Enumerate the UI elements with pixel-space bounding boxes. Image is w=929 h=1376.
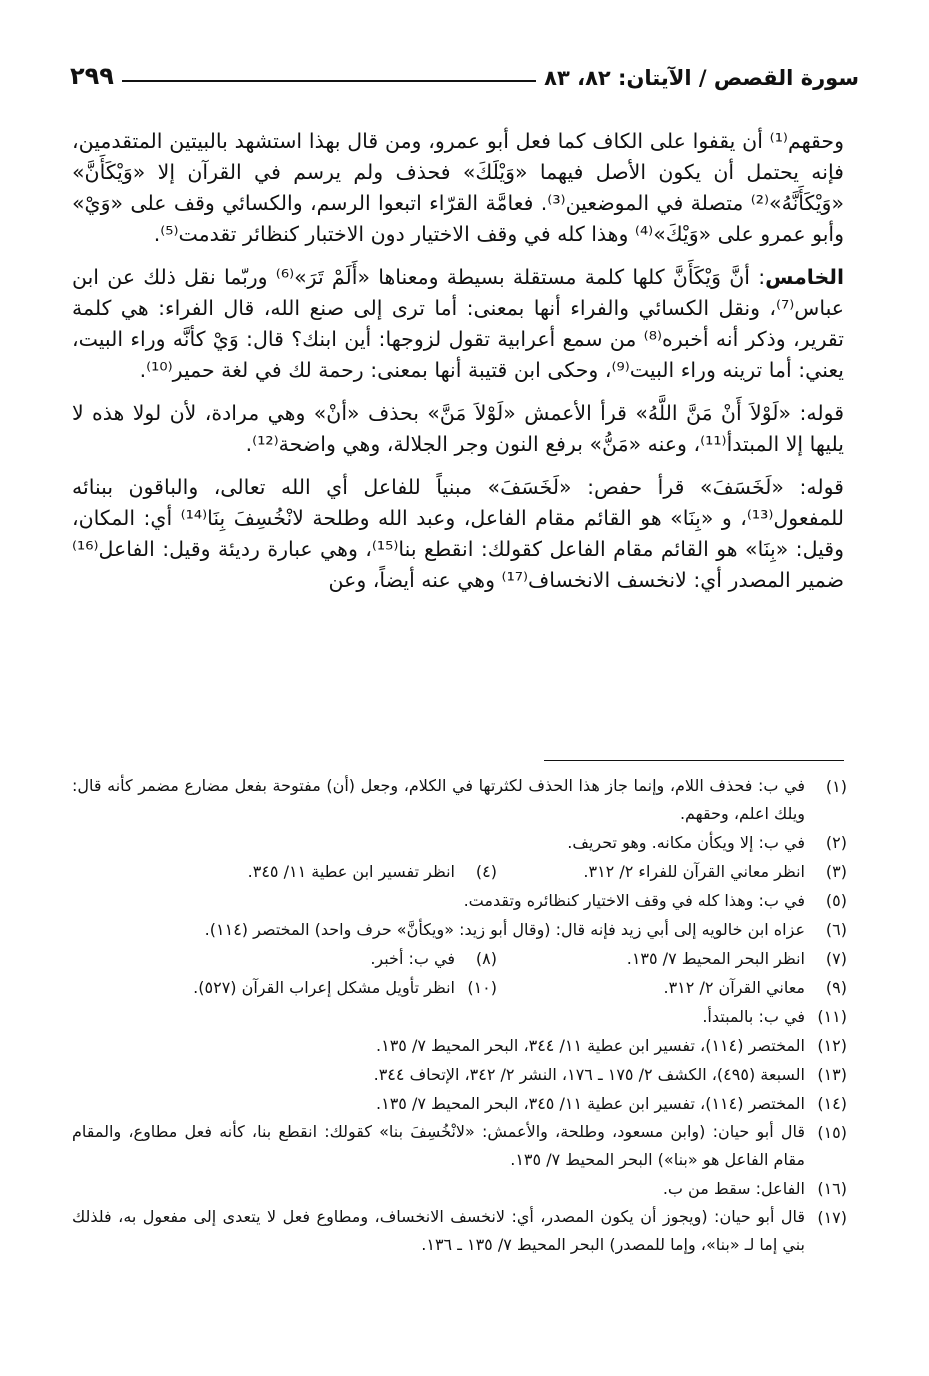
- footnote-text: في ب: إلا ويكأن مكانه. وهو تحريف.: [567, 833, 805, 852]
- footnote-8: [370, 944, 497, 973]
- paragraph-4: قوله: «لَخَسَفَ» قرأ حفص: «لَخَسَفَ» مبنياً للفاعل أي الله تعالى، والباقون ببنائه للمفعول⁽¹³⁾، و «بِنَا» هو القائم مقام الفاعل، وعبد الله وطلحة لانْخُسِفَ بِنَا⁽¹⁴⁾ أي: المكان، وقيل: «بِنَا» هو القائم مقام الفاعل كقولك: انقطع بنا⁽¹⁵⁾، وهي عبارة رديئة وقيل: الفاعل⁽¹⁶⁾ ضمير المصدر أي: لانخسف الانخساف⁽¹⁷⁾ وهي عنه أيضاً، وعن: [72, 475, 844, 592]
- footnote-12: [72, 1031, 847, 1060]
- footnote-number: (١٦): [817, 1179, 847, 1198]
- footnote-text: الفاعل: سقط من ب.: [662, 1179, 805, 1198]
- footnote-text: قال أبو حيان: (وابن مسعود، وطلحة، والأعمش: «لانْخُسِفَ بنا» كقولك: انقطع بنا، كأنه فعل مطاوع، والمقام مقام الفاعل هو «بنا») البحر المحيط ٧/ ١٣٥.: [72, 1122, 805, 1169]
- footnote-text: في ب: وهذا كله في وقف الاختيار كنظائره وتقدمت.: [463, 891, 805, 910]
- footnote-2: [72, 828, 847, 857]
- footnote-14: [72, 1089, 847, 1118]
- footnote-number: (١٧): [817, 1208, 847, 1227]
- footnote-text: المختصر (١١٤)، تفسير ابن عطية ١١/ ٣٤٤، البحر المحيط ٧/ ١٣٥.: [376, 1036, 805, 1055]
- footnote-number: (٥): [825, 891, 847, 910]
- footnote-number: (١٥): [817, 1123, 847, 1142]
- footnote-7: [497, 944, 847, 973]
- footnote-number: (١١): [817, 1007, 847, 1026]
- footnote-text: انظر معاني القرآن للفراء ٢/ ٣١٢.: [583, 862, 805, 881]
- footnote-row-7-8: [72, 944, 847, 973]
- footnote-9: [497, 973, 847, 1002]
- footnote-17: [72, 1203, 847, 1259]
- footnote-text: انظر تأويل مشكل إعراب القرآن (٥٢٧).: [193, 978, 455, 997]
- footnote-number: (٢): [825, 833, 847, 852]
- paragraph-2-text: : أنَّ وَيْكَأَنَّ كلها كلمة مستقلة بسيطة ومعناها «أَلَمْ تَرَ»⁽⁶⁾ وربّما نقل ذلك عن ابن عباس⁽⁷⁾، ونقل الكسائي والفراء أنها بمعنى: أما ترى إلى صنع الله، قال الفراء: هي كلمة تقرير، وذكر أنه أخبره⁽⁸⁾ من سمع أعرابية تقول لزوجها: أين ابنك؟ قال: وَيْ كأنَّه وراء البيت، يعني: أما ترينه وراء البيت⁽⁹⁾، وحكى ابن قتيبة أنها بمعنى: رحمة لك في لغة حمير⁽¹⁰⁾.: [72, 265, 844, 382]
- header-rule: [122, 80, 536, 82]
- footnote-4: [248, 857, 497, 886]
- footnote-row-3-4: [72, 857, 847, 886]
- footnote-row-9-10: [72, 973, 847, 1002]
- footnote-13: [72, 1060, 847, 1089]
- main-text: [72, 126, 844, 596]
- footnote-3: [497, 857, 847, 886]
- running-title: سورة القصص / الآيتان: ٨٢، ٨٣: [544, 66, 859, 90]
- footnote-5: [72, 886, 847, 915]
- footnote-number: (٤): [475, 862, 497, 881]
- footnote-number: (٩): [825, 978, 847, 997]
- footnote-text: المختصر (١١٤)، تفسير ابن عطية ١١/ ٣٤٥، البحر المحيط ٧/ ١٣٥.: [376, 1094, 805, 1113]
- footnote-text: انظر تفسير ابن عطية ١١/ ٣٤٥.: [247, 862, 455, 881]
- footnote-number: (٨): [475, 949, 497, 968]
- footnote-text: معاني القرآن ٢/ ٣١٢.: [663, 978, 805, 997]
- footnote-text: في ب: بالمبتدأ.: [702, 1007, 805, 1026]
- footnote-6: [72, 915, 847, 944]
- footnote-15: [72, 1118, 847, 1174]
- footnote-number: (١٠): [467, 978, 497, 997]
- footnote-number: (١٣): [817, 1065, 847, 1084]
- paragraph-2: [72, 262, 844, 386]
- section-lead: الخامس: [765, 265, 844, 289]
- footnote-separator: [544, 760, 844, 761]
- page-header: [70, 58, 859, 90]
- footnote-11: [72, 1002, 847, 1031]
- footnote-text: في ب: فحذف اللام، وإنما جاز هذا الحذف لكثرتها في الكلام، وجعل (أن) مفتوحة بفعل مضارع مضمر كأنه قال: ويلك اعلم، وحقهم.: [72, 776, 805, 823]
- footnote-number: (٦): [825, 920, 847, 939]
- footnote-text: عزاه ابن خالويه إلى أبي زيد فإنه قال: (وقال أبو زيد: «ويكأنَّ» حرف واحد) المختصر (١١٤).: [204, 920, 805, 939]
- paragraph-3: قوله: «لَوْلاَ أَنْ مَنَّ اللَّهُ» قرأ الأعمش «لَوْلاَ مَنَّ» بحذف «أنْ» وهي مرادة، لأن لولا هذه لا يليها إلا المبتدأ⁽¹¹⁾، وعنه «مَنُّ» برفع النون وجر الجلالة، وهي واضحة⁽¹²⁾.: [72, 401, 844, 456]
- footnote-number: (٧): [825, 949, 847, 968]
- page-number: ٢٩٩: [70, 62, 114, 90]
- footnote-text: السبعة (٤٩٥)، الكشف ٢/ ١٧٥ ـ ١٧٦، النشر ٢/ ٣٤٢، الإتحاف ٣٤٤.: [373, 1065, 805, 1084]
- footnote-1: [72, 772, 847, 828]
- paragraph-1: وحقهم⁽¹⁾ أن يقفوا على الكاف كما فعل أبو عمرو، ومن قال بهذا استشهد بالبيتين المتقدمين، فإنه يحتمل أن يكون الأصل فيهما «وَيْلَكَ» فحذف ولم يرسم في القرآن إلا «وَيْكَأَنَّ» «وَيْكَأَنَّهُ»⁽²⁾ متصلة في الموضعين⁽³⁾. فعامَّة القرّاء اتبعوا الرسم، والكسائي وقف على «وَيْ» وأبو عمرو على «وَيْكَ»⁽⁴⁾ وهذا كله في وقف الاختيار دون الاختبار كنظائر تقدمت⁽⁵⁾.: [72, 129, 845, 246]
- footnote-number: (١): [825, 777, 847, 796]
- footnote-text: انظر البحر المحيط ٧/ ١٣٥.: [626, 949, 805, 968]
- footnote-text: قال أبو حيان: (ويجوز أن يكون المصدر، أي: لانخسف الانخساف، ومطاوع فعل لا يتعدى إلى مفعول به، فلذلك بني إما لـ «بنا»، وإما للمصدر) البحر المحيط ٧/ ١٣٥ ـ ١٣٦.: [72, 1207, 805, 1254]
- footnotes: [72, 772, 847, 1259]
- footnote-10: [193, 973, 497, 1002]
- footnote-16: [72, 1174, 847, 1203]
- footnote-number: (١٢): [817, 1036, 847, 1055]
- footnote-number: (٣): [825, 862, 847, 881]
- footnote-number: (١٤): [817, 1094, 847, 1113]
- footnote-text: في ب: أخبر.: [370, 949, 455, 968]
